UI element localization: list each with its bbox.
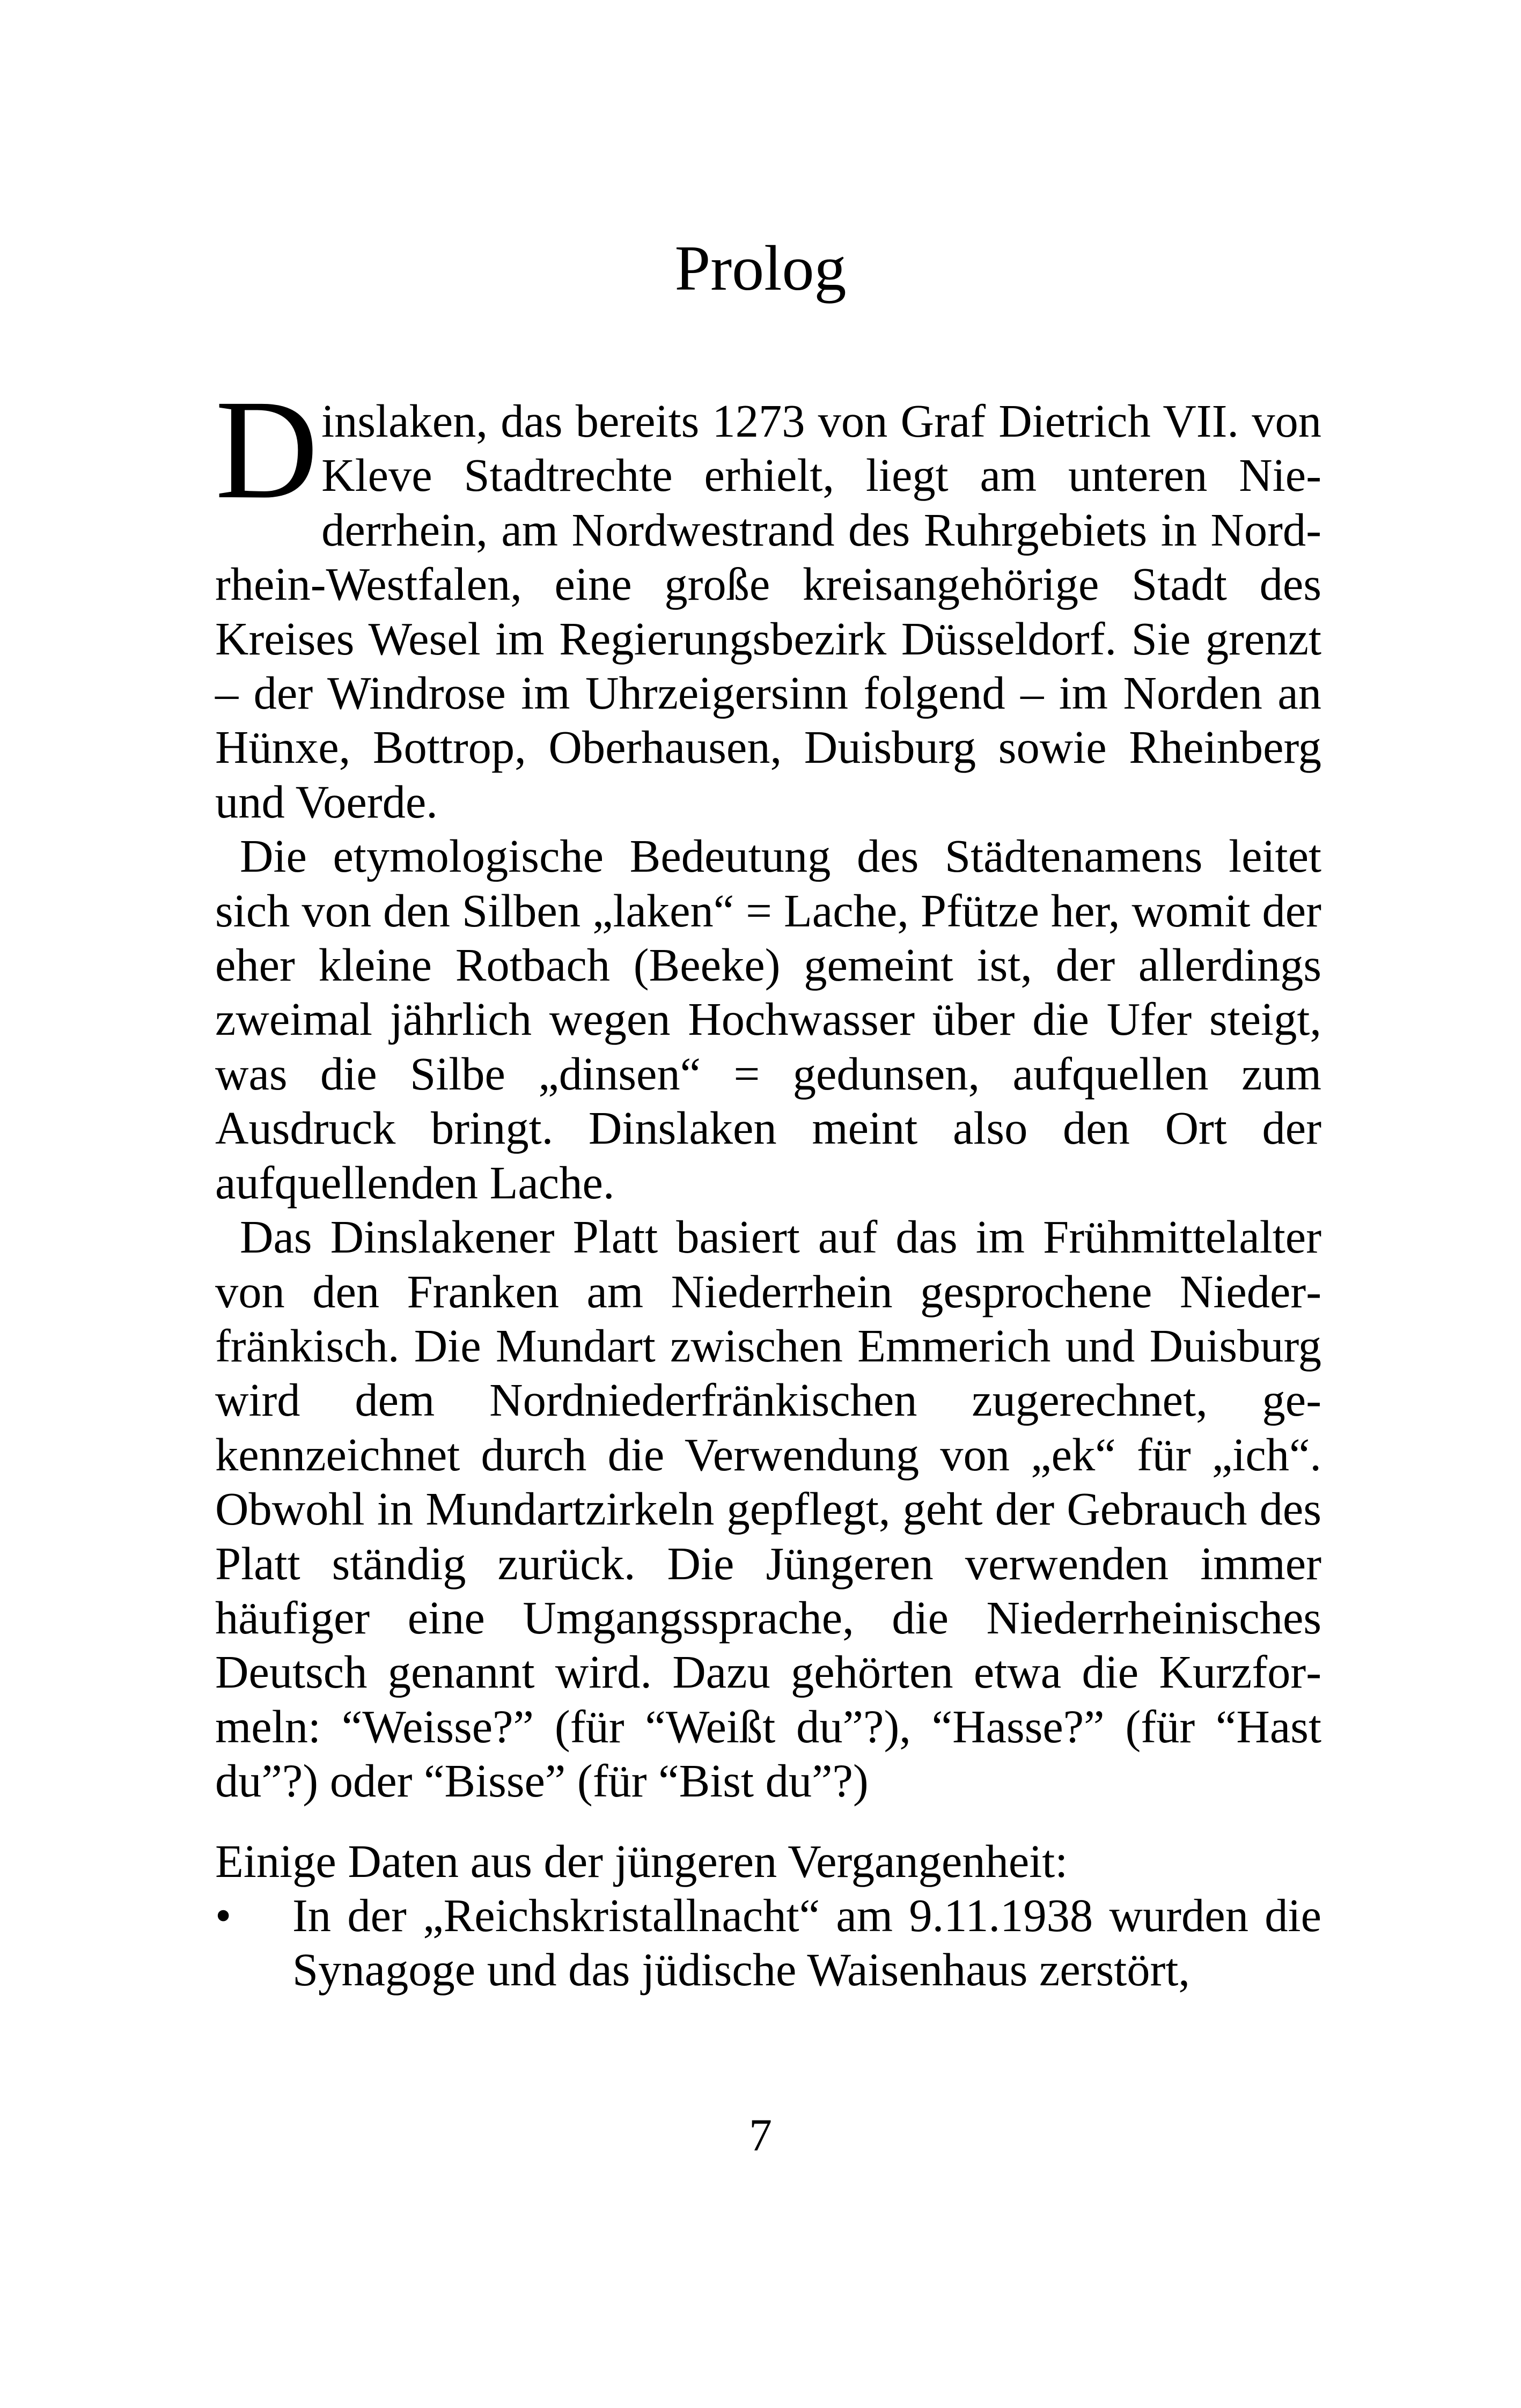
page-number: 7 <box>749 2109 772 2161</box>
paragraph <box>215 1210 1321 1808</box>
page-title: Prolog <box>674 232 847 304</box>
dropcap: D <box>215 370 319 528</box>
paragraph <box>215 829 1321 1210</box>
body-text <box>215 370 1321 1998</box>
bullet-list <box>215 1889 1321 1998</box>
paragraph <box>215 370 1321 829</box>
paragraph-text: inslaken, das bereits 1273 von Graf Dietrich VII. von Kleve Stadtrechte erhielt, liegt am unteren Niederrhein, am Nordwestrand des Ruhrgebiets in Nordrhein-Westfalen, eine große kreisangehörige Stadt des Kreises Wesel im Regierungsbezirk Düsseldorf. Sie grenzt – der Windrose im Uhrzeigersinn folgend – im Norden an Hünxe, Bottrop, Oberhausen, Duisburg sowie Rheinberg und Voerde. <box>215 395 1321 828</box>
list-item-text: In der „Reichskristallnacht“ am 9.11.1938 wurden die Synagoge und das jüdische Waisenhaus zerstört, <box>292 1889 1321 1996</box>
list-item <box>215 1889 1321 1998</box>
paragraph-text: Das Dinslakener Platt basiert auf das im Frühmittelalter von den Franken am Niederrhein gesprochene Niederfränkisch. Die Mundart zwischen Emmerich und Duisburg wird dem Nordniederfränkischen zugerechnet, gekennzeichnet durch die Verwendung von „ek“ für „ich“. Obwohl in Mundartzirkeln gepflegt, geht der Gebrauch des Platt ständig zurück. Die Jüngeren verwenden immer häufiger eine Umgangssprache, die Niederrheinisches Deutsch genannt wird. Dazu gehörten etwa die Kurzformeln: “Weisse?” (für “Weißt du”?), “Hasse?” (für “Hast du”?) oder “Bisse” (für “Bist du”?) <box>215 1211 1321 1807</box>
bullet-marker: • <box>215 1889 232 1941</box>
paragraph-text: Die etymologische Bedeutung des Städtenamens leitet sich von den Silben „laken“ = Lache, Pfütze her, womit der eher kleine Rotbach (Beeke) gemeint ist, der allerdings zweimal jährlich wegen Hochwasser über die Ufer steigt, was die Silbe „dinsen“ = gedunsen, aufquellen zum Ausdruck bringt. Dinslaken meint also den Ort der aufquellenden Lache. <box>215 830 1321 1209</box>
list-intro: Einige Daten aus der jüngeren Vergangenheit: <box>215 1835 1068 1887</box>
